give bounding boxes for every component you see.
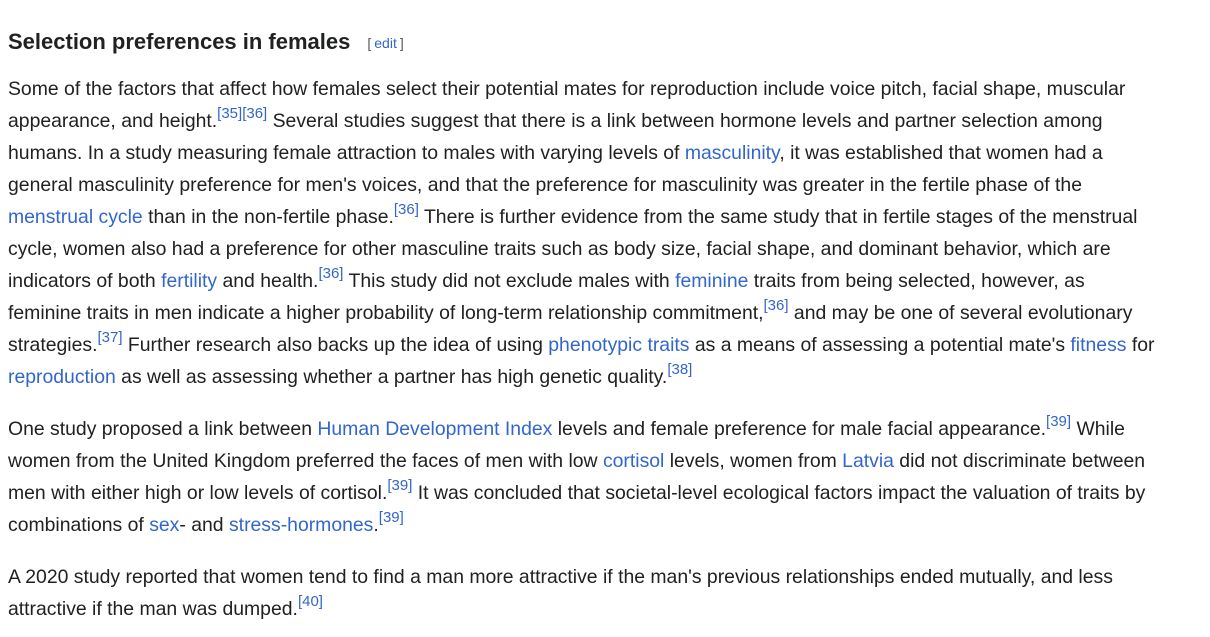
- text-run: indicators of both: [8, 270, 162, 292]
- link-human-development-index[interactable]: Human Development Index: [317, 418, 553, 440]
- section-title: Selection preferences in females: [8, 29, 351, 54]
- citation-link-35[interactable]: [35]: [217, 105, 243, 122]
- text-run: as a means of assessing a potential mate's: [689, 334, 1071, 356]
- text-run: There is further evidence from the same study that in fertile stages of the menstrual: [418, 206, 1138, 228]
- text-run: levels and female preference for male facial appearance.: [552, 418, 1047, 440]
- edit-link[interactable]: edit: [374, 35, 397, 51]
- text-line: [8, 233, 1202, 265]
- text-run: general masculinity preference for men's voices, and that the preference for masculinity was greater in the fertile phase of the: [8, 174, 1082, 196]
- text-run: Some of the factors that affect how females select their potential mates for reproduction include voice pitch, facial shape, muscular: [8, 78, 1126, 100]
- citation: [217, 105, 267, 122]
- text-run: Several studies suggest that there is a link between hormone levels and partner selection among: [267, 110, 1103, 132]
- text-run: attractive if the man was dumped.: [8, 598, 298, 620]
- text-run: One study proposed a link between: [8, 418, 318, 440]
- text-run: and may be one of several evolutionary: [788, 302, 1133, 324]
- citation: [667, 361, 692, 378]
- link-latvia[interactable]: Latvia: [842, 450, 894, 472]
- text-line: [8, 561, 1202, 593]
- text-run: appearance, and height.: [8, 110, 218, 132]
- link-fertility[interactable]: fertility: [161, 270, 218, 292]
- text-run: feminine traits in men indicate a higher probability of long-term relationship commitment,: [8, 302, 764, 324]
- citation: [387, 477, 412, 494]
- citation: [394, 201, 419, 218]
- text-run: and health.: [217, 270, 319, 292]
- text-run: women from the United Kingdom preferred the faces of men with low: [8, 450, 603, 472]
- citation-link-36[interactable]: [36]: [393, 201, 419, 218]
- citation-link-39[interactable]: [39]: [1046, 413, 1072, 430]
- citation: [1046, 413, 1071, 430]
- text-line: [8, 329, 1202, 361]
- text-run: It was concluded that societal-level ecological factors impact the valuation of traits by: [412, 482, 1146, 504]
- text-run: for: [1126, 334, 1155, 356]
- edit-bracket-close: ]: [399, 35, 404, 51]
- link-feminine[interactable]: feminine: [675, 270, 749, 292]
- link-fitness[interactable]: fitness: [1070, 334, 1127, 356]
- text-line: [8, 201, 1202, 233]
- text-line: [8, 477, 1202, 509]
- text-run: men with either high or low levels of cortisol.: [8, 482, 388, 504]
- link-sex[interactable]: sex: [149, 514, 180, 536]
- text-run: strategies.: [8, 334, 98, 356]
- text-run: combinations of: [8, 514, 150, 536]
- text-run: as well as assessing whether a partner has high genetic quality.: [115, 366, 668, 388]
- edit-bracket-open: [: [367, 35, 372, 51]
- text-run: A 2020 study reported that women tend to find a man more attractive if the man's previous relationships ended mutually, and less: [8, 566, 1113, 588]
- paragraph-2: [8, 413, 1202, 541]
- text-line: [8, 105, 1202, 137]
- text-run: This study did not exclude males with: [343, 270, 676, 292]
- text-line: [8, 169, 1202, 201]
- citation: [298, 593, 323, 610]
- link-menstrual-cycle[interactable]: menstrual cycle: [8, 206, 143, 228]
- text-run: Further research also backs up the idea of using: [122, 334, 549, 356]
- text-line: [8, 265, 1202, 297]
- edit-section: [367, 35, 403, 51]
- text-line: [8, 413, 1202, 445]
- text-line: [8, 445, 1202, 477]
- citation: [318, 265, 343, 282]
- citation-link-36[interactable]: [36]: [763, 297, 789, 314]
- text-run: than in the non-fertile phase.: [142, 206, 394, 228]
- section-heading: [8, 0, 1202, 60]
- citation-link-37[interactable]: [37]: [97, 329, 123, 346]
- text-line: [8, 297, 1202, 329]
- paragraph-3: [8, 561, 1202, 625]
- link-stress-hormones[interactable]: stress-hormones: [228, 514, 374, 536]
- citation-link-36[interactable]: [36]: [242, 105, 268, 122]
- link-phenotypic-traits[interactable]: phenotypic traits: [548, 334, 690, 356]
- text-line: [8, 137, 1202, 169]
- citation-link-39[interactable]: [39]: [378, 509, 404, 526]
- text-line: [8, 593, 1202, 625]
- link-reproduction[interactable]: reproduction: [8, 366, 116, 388]
- text-run: While: [1071, 418, 1125, 440]
- citation-link-38[interactable]: [38]: [667, 361, 693, 378]
- text-run: humans. In a study measuring female attraction to males with varying levels of: [8, 142, 685, 164]
- citation: [764, 297, 789, 314]
- citation-link-36[interactable]: [36]: [318, 265, 344, 282]
- text-line: [8, 509, 1202, 541]
- text-line: [8, 73, 1202, 105]
- text-run: cycle, women also had a preference for other masculine traits such as body size, facial shape, and dominant behavior, which are: [8, 238, 1111, 260]
- text-line: [8, 361, 1202, 393]
- citation: [379, 509, 404, 526]
- citation: [97, 329, 122, 346]
- text-run: - and: [179, 514, 229, 536]
- text-run: .: [373, 514, 379, 536]
- text-run: , it was established that women had a: [779, 142, 1103, 164]
- link-masculinity[interactable]: masculinity: [684, 142, 780, 164]
- link-cortisol[interactable]: cortisol: [602, 450, 665, 472]
- citation-link-39[interactable]: [39]: [387, 477, 413, 494]
- paragraph-1: [8, 73, 1202, 393]
- text-run: did not discriminate between: [893, 450, 1146, 472]
- citation-link-40[interactable]: [40]: [297, 593, 323, 610]
- text-run: traits from being selected, however, as: [748, 270, 1085, 292]
- text-run: levels, women from: [664, 450, 843, 472]
